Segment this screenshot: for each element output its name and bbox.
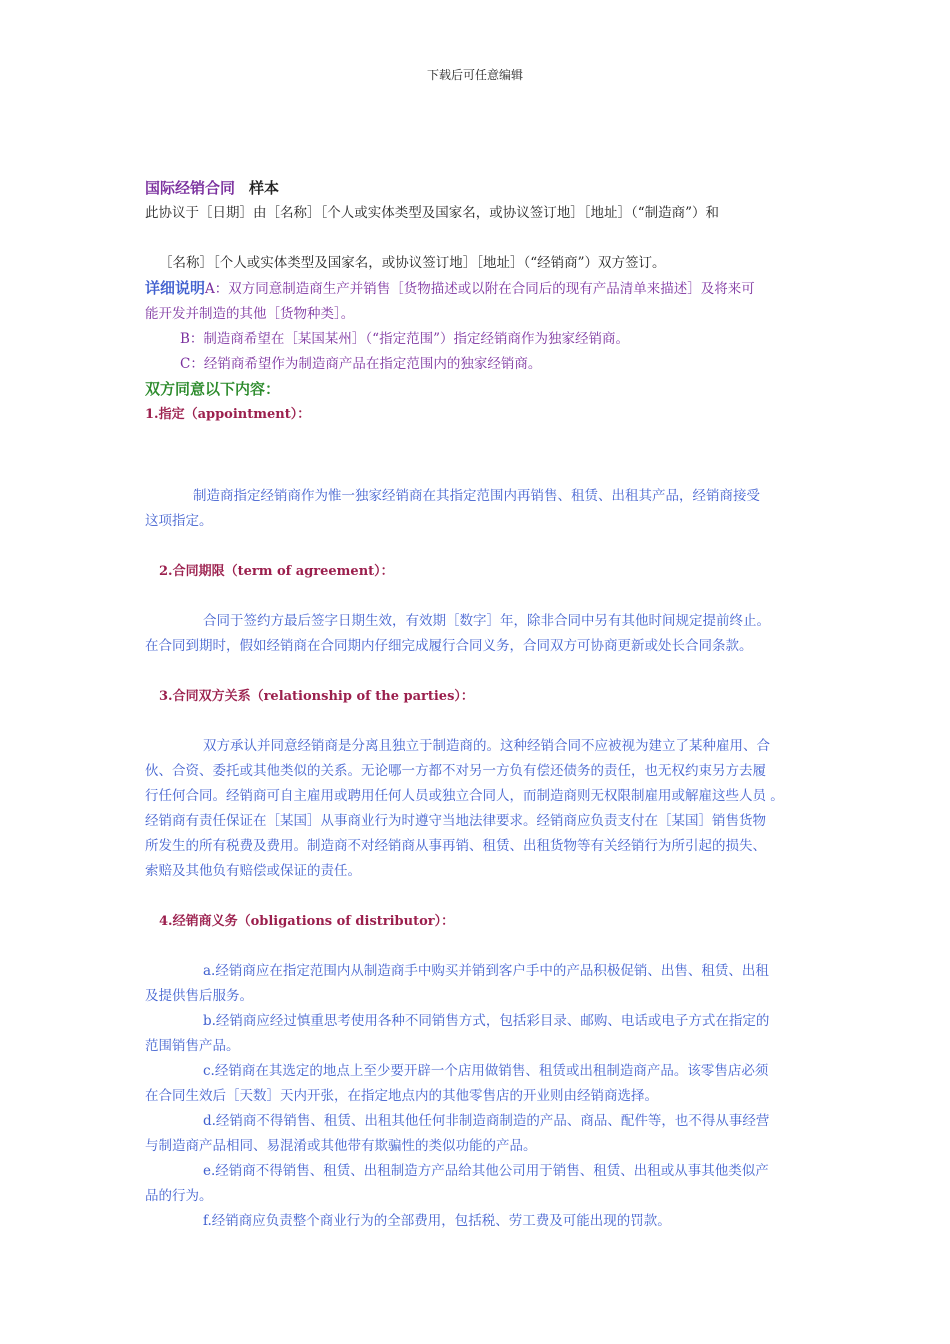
- section-2-heading: 2.合同期限（term of agreement）：: [159, 564, 394, 579]
- section-3-heading: 3.合同双方关系（relationship of the parties）：: [159, 689, 474, 704]
- section-4-item-a-line-2: 及提供售后服务。: [145, 988, 253, 1004]
- section-4-item-d-line-1: d.经销商不得销售、租赁、出租其他任何非制造商制造的产品、商品、配件等，也不得从事经营: [203, 1113, 770, 1129]
- details-c: C：经销商希望作为制造商产品在指定范围内的独家经销商。: [180, 356, 542, 372]
- spacer: [145, 934, 807, 959]
- section-3-line-5: 所发生的所有税费及费用。制造商不对经销商从事再销、租赁、出租货物等有关经销行为所引起的损失、: [145, 838, 766, 854]
- section-3-line-6: 索赔及其他负有赔偿或保证的责任。: [145, 863, 361, 879]
- section-3-line-4: 经销商有责任保证在［某国］从事商业行为时遵守当地法律要求。经销商应负责支付在［某国］销售货物: [145, 813, 766, 829]
- details-b: B：制造商希望在［某国某州］（“指定范围”）指定经销商作为独家经销商。: [180, 331, 629, 347]
- preamble-line-1: 此协议于［日期］由［名称］［个人或实体类型及国家名，或协议签订地］［地址］（“制造商”）和: [145, 205, 720, 221]
- section-2-line-2: 在合同到期时，假如经销商在合同期内仔细完成履行合同义务，合同双方可协商更新或处长合同条款。: [145, 638, 753, 654]
- section-2-line-1: 合同于签约方最后签字日期生效，有效期［数字］年，除非合同中另有其他时间规定提前终止。: [203, 613, 770, 629]
- section-1-line-1: 制造商指定经销商作为惟一独家经销商在其指定范围内再销售、租赁、出租其产品，经销商接受: [193, 488, 760, 504]
- section-4-item-b-line-1: b.经销商应经过慎重思考使用各种不同销售方式，包括彩目录、邮购、电话或电子方式在指定的: [203, 1013, 770, 1029]
- section-4-item-e-line-1: e.经销商不得销售、租赁、出租制造方产品给其他公司用于销售、租赁、出租或从事其他类似产: [203, 1163, 769, 1179]
- section-3-line-2: 伙、合资、委托或其他类似的关系。无论哪一方都不对另一方负有偿还债务的责任，也无权约束另方去履: [145, 763, 766, 779]
- spacer: [145, 427, 807, 484]
- document-body: [145, 177, 807, 1234]
- title-main: 国际经销合同: [145, 179, 236, 197]
- section-4-item-d-line-2: 与制造商产品相同、易混淆或其他带有欺骗性的类似功能的产品。: [145, 1138, 537, 1154]
- section-4-item-b-line-2: 范围销售产品。: [145, 1038, 240, 1054]
- section-4-item-a-line-1: a.经销商应在指定范围内从制造商手中购买并销到客户手中的产品积极促销、出售、租赁、出租: [203, 963, 769, 979]
- section-3-line-3: 行任何合同。经销商可自主雇用或聘用任何人员或独立合同人，而制造商则无权限制雇用或解雇这些人员 。: [145, 788, 784, 804]
- spacer: [145, 584, 807, 609]
- section-4-item-f-line-1: f.经销商应负责整个商业行为的全部费用，包括税、劳工费及可能出现的罚款。: [203, 1213, 671, 1229]
- spacer: [145, 534, 807, 559]
- details-a-text: A：双方同意制造商生产并销售［货物描述或以附在合同后的现有产品清单来描述］及将来可: [205, 281, 755, 297]
- spacer: [145, 709, 807, 734]
- section-4-item-c-line-2: 在合同生效后［天数］天内开张，在指定地点内的其他零售店的开业则由经销商选择。: [145, 1088, 658, 1104]
- document-title: [145, 177, 807, 199]
- section-1-line-2: 这项指定。: [145, 513, 213, 529]
- agree-heading: 双方同意以下内容：: [145, 380, 281, 398]
- spacer: [145, 226, 807, 251]
- section-1-heading: 1.指定（appointment）：: [145, 407, 311, 422]
- header-note: 下载后可任意编辑: [426, 68, 523, 82]
- preamble-line-2: ［名称］［个人或实体类型及国家名，或协议签订地］［地址］（“经销商”）双方签订。: [159, 255, 666, 271]
- section-4-item-e-line-2: 品的行为。: [145, 1188, 213, 1204]
- details-a-line-2: 能开发并制造的其他［货物种类］。: [145, 306, 355, 322]
- spacer: [145, 659, 807, 684]
- spacer: [145, 884, 807, 909]
- section-3-line-1: 双方承认并同意经销商是分离且独立于制造商的。这种经销合同不应被视为建立了某种雇用、合: [203, 738, 770, 754]
- title-sub: 样本: [249, 179, 280, 197]
- details-label: 详细说明: [145, 279, 206, 297]
- details-a-line-1: [145, 276, 807, 302]
- section-4-item-c-line-1: c.经销商在其选定的地点上至少要开辟一个店用做销售、租赁或出租制造商产品。该零售店必须: [203, 1063, 769, 1079]
- section-4-heading: 4.经销商义务（obligations of distributor）：: [159, 914, 455, 929]
